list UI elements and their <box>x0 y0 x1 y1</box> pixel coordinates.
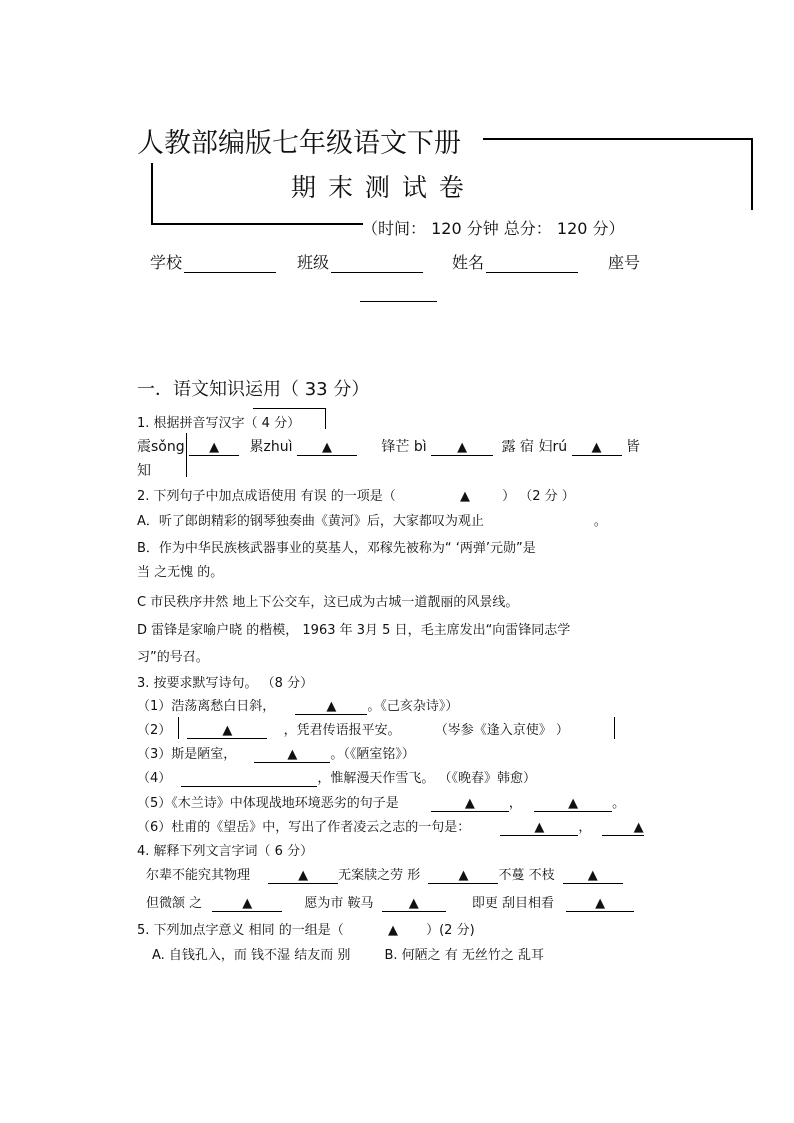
q2-option-a-end: 。 <box>593 514 607 529</box>
q1-blank-4[interactable] <box>572 439 622 456</box>
q3-line-3-source: 。（《陋室铭》） <box>330 747 415 762</box>
q3-line-4 <box>137 767 536 787</box>
q1-item-5: 皆 <box>626 439 640 455</box>
q3-line-1-text: （1）浩荡离愁白日斜， <box>137 699 276 714</box>
q1-blank-2[interactable] <box>297 439 357 456</box>
q1-tail: 知 <box>137 463 151 479</box>
q3-line-4-text: ，惟解漫天作雪飞。 （《晚春》韩愈） <box>317 771 537 786</box>
header-frame-bottom-line <box>151 223 363 225</box>
answer-triangle-icon: ▲ <box>458 868 469 883</box>
q3-blank-4[interactable] <box>181 771 317 787</box>
q2-score: ） （2 分 ） <box>502 489 575 504</box>
school-field <box>150 250 276 273</box>
answer-triangle-icon: ▲ <box>534 820 545 835</box>
q3-line-1-source: 。《己亥杂诗》） <box>367 699 459 714</box>
q3-line-3-text: （3）斯是陋室， <box>137 747 237 762</box>
q5-option-b: B. 何陋之 有 无丝竹之 乱耳 <box>384 948 545 963</box>
q3-line-2 <box>137 719 569 739</box>
q4-title: 4. 解释下列文言字词（ 6 分） <box>137 844 314 859</box>
time-info: （时间： 120 分钟 总分： 120 分） <box>362 219 625 238</box>
answer-triangle-icon: ▲ <box>298 868 309 883</box>
q2-option-a-text: A．听了郎朗精彩的钢琴独奏曲《黄河》后，大家都叹为观止 <box>137 514 484 529</box>
q3-period: 。 <box>612 796 626 811</box>
q4-row-1 <box>146 864 623 884</box>
answer-triangle-icon: ▲ <box>408 896 419 911</box>
seat-blank[interactable] <box>360 301 437 302</box>
name-blank[interactable] <box>486 253 578 273</box>
answer-triangle-icon: ▲ <box>587 868 598 883</box>
answer-triangle-icon: ▲ <box>242 896 253 911</box>
q1-title: 1. 根据拼音写汉字（ 4 分） <box>137 416 301 431</box>
name-label: 姓名 <box>452 253 485 272</box>
q1-item-2: 累zhuì <box>249 439 293 455</box>
q3-line-1 <box>137 695 458 715</box>
q3-blank-3[interactable] <box>254 747 330 763</box>
q4-word-3: 不蔓 不枝 <box>498 868 555 883</box>
answer-triangle-icon: ▲ <box>568 796 579 811</box>
answer-triangle-icon: ▲ <box>326 699 337 714</box>
q4-word-6: 即更 刮目相看 <box>471 896 554 911</box>
q2-option-c: C 市民秩序井然 地上下公交车，这已成为古城一道靓丽的风景线。 <box>137 595 519 610</box>
q4-blank-1[interactable] <box>268 868 338 884</box>
class-field <box>297 250 423 273</box>
q1-blank-1[interactable] <box>189 439 239 456</box>
section1-heading: 一．语文知识运用（ 33 分） <box>137 379 370 400</box>
school-blank[interactable] <box>184 253 276 273</box>
q3-blank-6b[interactable] <box>602 820 644 836</box>
q2-option-a <box>137 510 607 529</box>
q4-blank-6[interactable] <box>566 896 634 912</box>
q3-line-4-label: （4） <box>137 771 172 786</box>
header-frame-right-line <box>751 138 753 210</box>
answer-triangle-icon: ▲ <box>595 896 606 911</box>
q2-option-d-line2: 习”的号召。 <box>137 650 209 665</box>
q3-title: 3. 按要求默写诗句。 （8 分） <box>137 676 314 691</box>
q5-options <box>152 944 544 963</box>
q3-line-2-source: （岑参《逢入京使》 ） <box>434 723 569 738</box>
answer-triangle-icon: ▲ <box>591 440 602 455</box>
q2-option-d-line1: D 雷锋是家喻户晓 的楷模， 1963 年 3月 5 日，毛主席发出“向雷锋同志学 <box>137 623 571 638</box>
q3-blank-5b[interactable] <box>534 796 612 812</box>
answer-triangle-icon: ▲ <box>321 440 332 455</box>
header-frame-top-line <box>483 138 753 140</box>
name-field <box>452 250 578 273</box>
q5-title <box>137 919 475 938</box>
q4-blank-5[interactable] <box>382 896 446 912</box>
q3-line-5-text: （5）《木兰诗》中体现战地环境恶劣的句子是 <box>137 796 399 811</box>
q3-blank-2[interactable] <box>187 723 267 739</box>
q5-title-text: 5. 下列加点字意义 相同 的一组是（ <box>137 923 344 938</box>
q1-title-box-top <box>253 408 325 409</box>
q2-title-text: 2. 下列句子中加点成语使用 有误 的一项是（ <box>137 489 396 504</box>
q4-blank-2[interactable] <box>428 868 498 884</box>
q1-blank-3[interactable] <box>431 439 493 456</box>
q2-option-b-line2: 当 之无愧 的。 <box>137 565 224 580</box>
q4-word-4: 但微颔 之 <box>146 896 203 911</box>
q3-line2-box-left <box>178 717 179 739</box>
q3-blank-1[interactable] <box>295 699 367 715</box>
school-label: 学校 <box>150 253 183 272</box>
q4-blank-4[interactable] <box>212 896 282 912</box>
seat-label: 座号 <box>608 253 641 272</box>
q3-line-2-label: （2） <box>137 723 172 738</box>
doc-title: 人教部编版七年级语文下册 <box>137 128 461 159</box>
q3-comma: ， <box>578 820 592 835</box>
answer-triangle-icon: ▲ <box>387 923 398 938</box>
q5-option-a: A. 自钱孔入，而 钱不湿 结友而 别 <box>152 948 351 963</box>
answer-triangle-icon: ▲ <box>457 440 468 455</box>
answer-triangle-icon: ▲ <box>459 489 470 504</box>
q3-line-6-text: （6）杜甫的《望岳》中，写出了作者凌云之志的一句是： <box>137 820 471 835</box>
q1-title-box-right <box>325 408 326 429</box>
q2-option-b-line1: B．作为中华民族核武器事业的莫基人，邓稼先被称为“ ‘两弹’元勋”是 <box>137 541 536 556</box>
q3-line2-box-right <box>614 717 615 739</box>
answer-triangle-icon: ▲ <box>222 723 233 738</box>
q5-score: ）(2 分) <box>426 923 475 938</box>
q2-title <box>137 485 575 504</box>
q4-row-2 <box>146 892 634 912</box>
header-frame-left-line <box>151 163 153 225</box>
q3-blank-5a[interactable] <box>431 796 509 812</box>
doc-subtitle: 期 末 测 试 卷 <box>291 173 466 202</box>
q3-line-3 <box>137 743 415 763</box>
seat-field <box>608 250 640 273</box>
q1-item-1: 震sǒng <box>137 439 185 455</box>
answer-triangle-icon: ▲ <box>633 820 644 835</box>
q3-line-6 <box>137 816 644 836</box>
answer-triangle-icon: ▲ <box>464 796 475 811</box>
q4-word-5: 愿为市 鞍马 <box>304 896 374 911</box>
answer-triangle-icon: ▲ <box>287 747 298 762</box>
answer-triangle-icon: ▲ <box>209 440 220 455</box>
q1-row <box>137 436 640 456</box>
q4-word-2: 无案牍之劳 形 <box>338 868 421 883</box>
q4-blank-3[interactable] <box>563 868 623 884</box>
q1-item-3: 锋芒 bì <box>381 439 427 455</box>
class-blank[interactable] <box>331 253 423 273</box>
q3-line-5 <box>137 792 625 812</box>
q1-item-4: 露 宿 妇rú <box>501 439 568 455</box>
q3-blank-6a[interactable] <box>500 820 578 836</box>
q1-box-left <box>186 433 187 477</box>
class-label: 班级 <box>297 253 330 272</box>
q3-line-2-text: ，凭君传语报平安。 <box>283 723 401 738</box>
q4-word-1: 尔辈不能究其物理 <box>146 868 251 883</box>
q3-comma: ， <box>508 796 522 811</box>
